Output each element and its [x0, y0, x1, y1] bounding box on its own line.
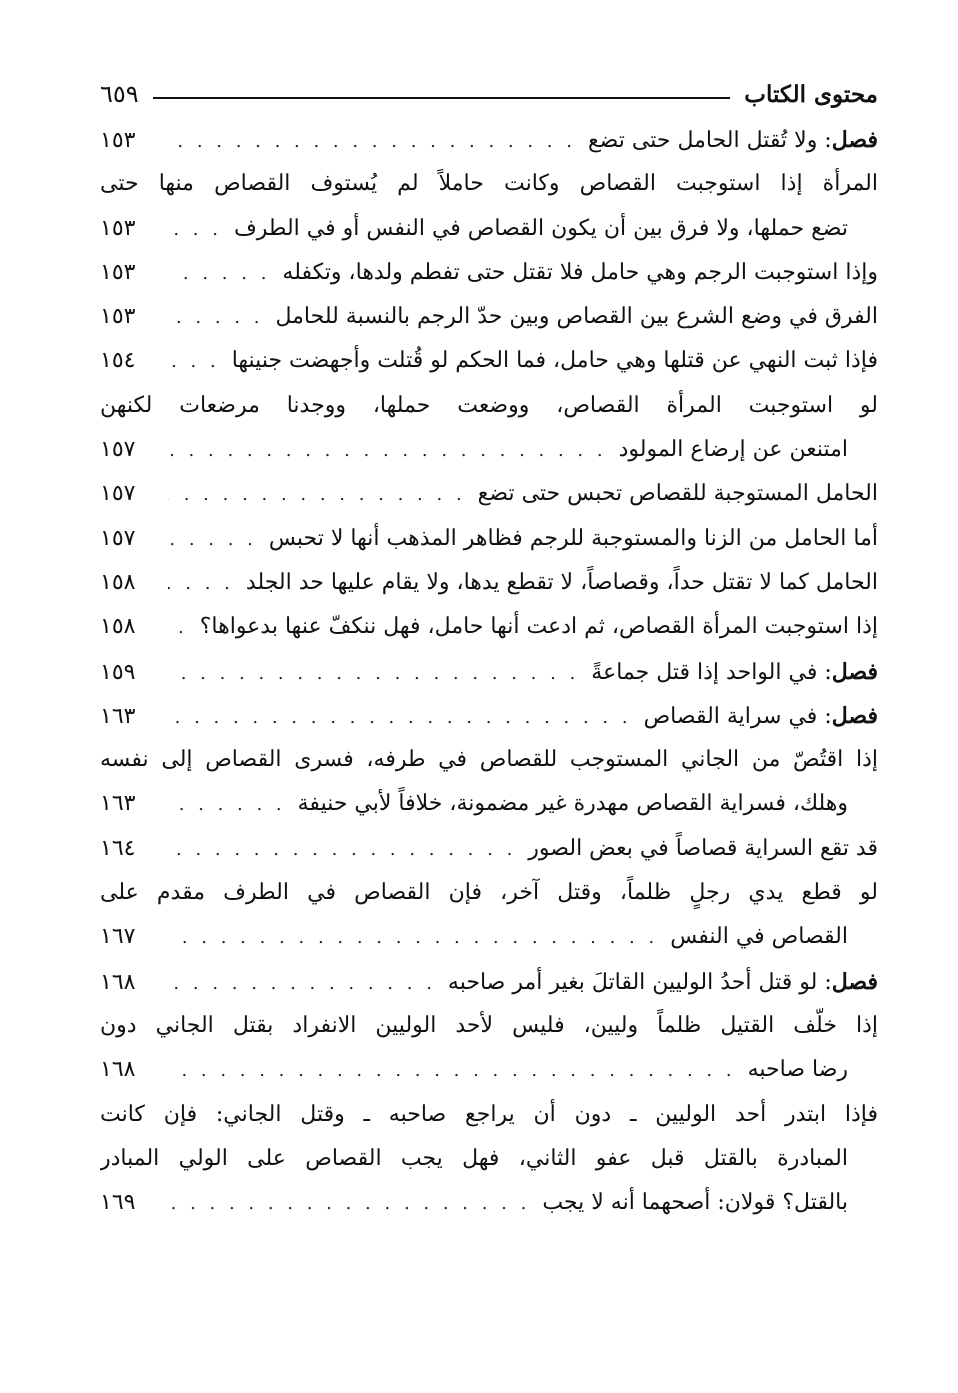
toc-line: [100, 1093, 878, 1137]
entry-text: [100, 871, 878, 915]
header-title: محتوى الكتاب: [744, 80, 878, 108]
dot-leader: [168, 252, 270, 295]
entry-text: [234, 207, 848, 251]
header-rule: [153, 97, 731, 99]
entry-body: لو استوجبت المرأة القصاص، ووضعت حملها، ووجدنا مرضعات لكنهن: [100, 392, 878, 418]
toc-line: [100, 871, 878, 915]
entry-text: [282, 251, 878, 295]
toc-line: [100, 517, 878, 561]
toc-list: [100, 118, 878, 1225]
toc-line: [100, 694, 878, 738]
dot-leader: [168, 1049, 736, 1092]
entry-body: : في سراية القصاص: [643, 703, 832, 729]
entry-text: [232, 339, 878, 383]
toc-entry: [100, 605, 878, 649]
dot-leader: [168, 783, 286, 826]
dot-leader: [168, 916, 658, 959]
dot-leader: [168, 652, 579, 694]
toc-entry: [100, 339, 878, 383]
header-page-number: ٦٥٩: [100, 80, 139, 108]
toc-line: [100, 738, 878, 782]
toc-entry: [100, 694, 878, 738]
entry-text: [670, 915, 848, 959]
dot-leader: [168, 296, 263, 339]
toc-line: [100, 207, 878, 251]
toc-line: [100, 162, 878, 206]
entry-page-number: ١٥٤: [100, 348, 136, 374]
running-header: [100, 70, 878, 118]
entry-text: [100, 1137, 848, 1181]
entry-page-number: ١٦٣: [100, 703, 136, 729]
toc-line: [100, 384, 878, 428]
toc-entry: [100, 827, 878, 871]
section-label: فصل: [831, 968, 878, 995]
toc-line: [100, 960, 878, 1004]
entry-body: تضع حملها، ولا فرق بين أن يكون القصاص في النفس أو في الطرف: [233, 215, 848, 241]
toc-entry: [100, 118, 878, 162]
toc-line: [100, 1137, 878, 1181]
dot-leader: [168, 828, 516, 871]
toc-line: [100, 251, 878, 295]
dot-leader: [168, 208, 222, 251]
entry-page-number: ١٦٨: [100, 1057, 136, 1083]
entry-page-number: ١٥٧: [100, 525, 136, 551]
entry-text: [748, 1048, 848, 1092]
toc-entry: [100, 871, 878, 960]
dot-leader: [168, 1182, 530, 1225]
entry-text: [448, 960, 878, 1004]
entry-page-number: ١٥٩: [100, 659, 136, 685]
entry-body: بالقتل؟ قولان: أصحهما أنه لا يجب: [542, 1190, 848, 1216]
dot-leader: [168, 606, 188, 649]
entry-body: فإذا ثبت النهي عن قتلها وهي حامل، فما الحكم لو قُتلت وأجهضت جنينها: [231, 348, 878, 374]
entry-page-number: ١٥٨: [100, 569, 136, 595]
entry-page-number: ١٦٨: [100, 969, 136, 995]
toc-entry: [100, 1093, 878, 1226]
entry-body: لو قطع يدي رجلٍ ظلماً، وقتل آخر، فإن القصاص في الطرف مقدم على: [100, 880, 878, 906]
entry-text: [528, 827, 878, 871]
entry-body: إذا استوجبت المرأة القصاص، ثم ادعت أنها حامل، فهل ننكفّ عنها بدعواها؟: [199, 614, 878, 640]
entry-body: المبادرة بالقتل قبل عفو الثاني، فهل يجب القصاص على الولي المبادر: [100, 1145, 848, 1171]
toc-line: [100, 782, 878, 826]
toc-entry: [100, 162, 878, 251]
toc-entry: [100, 1004, 878, 1093]
toc-line: [100, 1004, 878, 1048]
toc-line: [100, 295, 878, 339]
entry-body: الحامل المستوجبة للقصاص تحبس حتى تضع: [477, 481, 878, 507]
entry-body: الفرق في وضع الشرع بين القصاص وبين حدّ الرجم بالنسبة للحامل: [275, 304, 878, 330]
entry-body: إذا اقتُصّ من الجاني المستوجب للقصاص في طرفه، فسرى القصاص إلى نفسه: [100, 747, 878, 773]
entry-body: الحامل كما لا تقتل حداً، وقصاصاً، لا تقطع يدها، ولا يقام عليها حد الجلد: [245, 569, 878, 595]
toc-line: [100, 1048, 878, 1092]
entry-page-number: ١٥٣: [100, 259, 136, 285]
entry-page-number: ١٦٧: [100, 924, 136, 950]
entry-body: : لو قتل أحدُ الوليين القاتلَ بغير أمر صاحبه: [447, 969, 832, 995]
entry-body: رضا صاحبه: [747, 1057, 848, 1083]
entry-page-number: ١٥٣: [100, 215, 136, 241]
entry-body: أما الحامل من الزنا والمستوجبة للرجم فظاهر المذهب أنها لا تحبس: [268, 525, 878, 551]
entry-page-number: ١٥٣: [100, 128, 136, 153]
entry-text: [100, 384, 878, 428]
entry-page-number: ١٥٧: [100, 437, 136, 463]
toc-line: [100, 472, 878, 516]
entry-body: : ولا تُقتل الحامل حتى تضع: [587, 128, 832, 153]
entry-page-number: ١٦٩: [100, 1190, 136, 1216]
entry-text: [619, 428, 848, 472]
entry-page-number: ١٥٨: [100, 614, 136, 640]
toc-line: [100, 605, 878, 649]
entry-text: [100, 1093, 878, 1137]
entry-text: [275, 295, 878, 339]
section-label: فصل: [831, 127, 878, 153]
section-label: فصل: [831, 702, 878, 729]
dot-leader: [168, 962, 436, 1004]
entry-text: [644, 694, 878, 738]
toc-entry: [100, 960, 878, 1004]
entry-body: قد تقع السراية قصاصاً في بعض الصور: [528, 835, 878, 861]
toc-line: [100, 428, 878, 472]
entry-body: القصاص في النفس: [670, 924, 848, 950]
entry-text: [298, 782, 848, 826]
entry-text: [478, 472, 878, 516]
entry-body: المرأة إذا استوجبت القصاص وكانت حاملاً لم يُستوف القصاص منها حتى: [100, 171, 878, 197]
entry-text: [100, 162, 878, 206]
dot-leader: [168, 429, 607, 472]
entry-text: [246, 561, 878, 605]
entry-body: : في الواحد إذا قتل جماعةً: [591, 659, 832, 685]
entry-text: [200, 605, 878, 649]
toc-line: [100, 118, 878, 162]
entry-body: فإذا ابتدر أحد الوليين ـ دون أن يراجع صاحبه ـ وقتل الجاني: فإن كانت: [100, 1101, 878, 1127]
entry-body: وهلك، فسراية القصاص مهدرة غير مضمونة، خلافاً لأبي حنيفة: [297, 791, 848, 817]
dot-leader: [168, 518, 257, 561]
toc-entry: [100, 295, 878, 339]
entry-text: [100, 1004, 878, 1048]
entry-page-number: ١٥٧: [100, 481, 136, 507]
entry-text: [100, 738, 878, 782]
toc-line: [100, 1181, 878, 1225]
entry-body: امتنعن عن إرضاع المولود: [618, 437, 848, 463]
entry-page-number: ١٥٣: [100, 304, 136, 330]
toc-page: [100, 70, 878, 1225]
dot-leader: [168, 562, 234, 605]
entry-page-number: ١٦٤: [100, 835, 136, 861]
dot-leader: [168, 473, 466, 516]
entry-text: [542, 1181, 848, 1225]
toc-entry: [100, 650, 878, 694]
entry-page-number: ١٦٣: [100, 791, 136, 817]
toc-line: [100, 915, 878, 959]
toc-entry: [100, 384, 878, 473]
entry-body: وإذا استوجبت الرجم وهي حامل فلا تقتل حتى تفطم ولدها، وتكفله: [282, 259, 878, 285]
entry-text: [588, 118, 878, 162]
dot-leader: [168, 120, 576, 162]
toc-entry: [100, 738, 878, 827]
toc-entry: [100, 561, 878, 605]
toc-entry: [100, 517, 878, 561]
entry-body: إذا خلّف القتيل ظلماً وليين، فليس لأحد الوليين الانفراد بقتل الجاني دون: [100, 1012, 878, 1038]
toc-line: [100, 827, 878, 871]
toc-entry: [100, 251, 878, 295]
toc-line: [100, 561, 878, 605]
dot-leader: [168, 340, 220, 383]
entry-text: [269, 517, 878, 561]
section-label: فصل: [831, 658, 878, 685]
entry-text: [591, 650, 878, 694]
toc-line: [100, 650, 878, 694]
toc-line: [100, 339, 878, 383]
dot-leader: [168, 696, 632, 738]
toc-entry: [100, 472, 878, 516]
